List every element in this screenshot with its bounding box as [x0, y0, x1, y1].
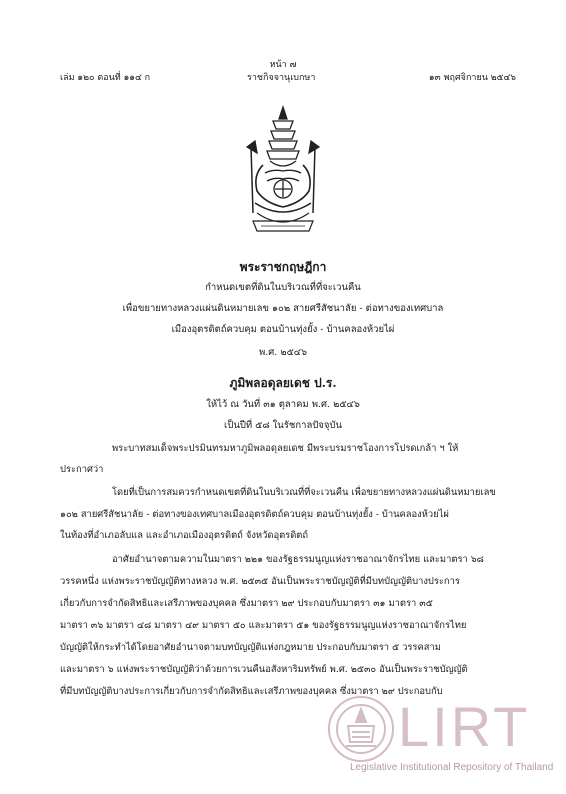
volume-issue: เล่ม ๑๒๐ ตอนที่ ๑๑๔ ก [60, 73, 151, 83]
decree-subtitle-3: เมืองอุตรดิตถ์ควบคุม ตอนบ้านทุ่งยั้ง - บ้านคลองห้วยไผ่ [171, 324, 395, 335]
royal-emblem-icon [243, 103, 323, 251]
paragraph-line: มาตรา ๓๖ มาตรา ๔๘ มาตรา ๔๙ มาตรา ๕๐ และมาตรา ๕๑ ของรัฐธรรมนูญแห่งราชอาณาจักรไทย [60, 620, 467, 631]
parliament-seal-icon [326, 692, 396, 766]
decree-year: พ.ศ. ๒๕๔๖ [258, 347, 308, 358]
decree-subtitle-1: กำหนดเขตที่ดินในบริเวณที่ที่จะเวนคืน [205, 282, 361, 293]
paragraph-line: เกี่ยวกับการจำกัดสิทธิและเสรีภาพของบุคคล ซึ่งมาตรา ๒๙ ประกอบกับมาตรา ๓๑ มาตรา ๓๕ [60, 598, 433, 609]
paragraph-line: ๑๐๒ สายศรีสัชนาลัย - ต่อทางของเทศบาลเมืองอุตรดิตถ์ควบคุม ตอนบ้านทุ่งยั้ง - บ้านคลองห้วยไผ่ [60, 509, 449, 520]
given-date: ให้ไว้ ณ วันที่ ๓๑ ตุลาคม พ.ศ. ๒๕๔๖ [206, 399, 360, 410]
paragraph-line: โดยที่เป็นการสมควรกำหนดเขตที่ดินในบริเวณที่ที่จะเวนคืน เพื่อขยายทางหลวงแผ่นดินหมายเลข [112, 487, 496, 498]
paragraph-line: ที่มีบทบัญญัติบางประการเกี่ยวกับการจำกัดสิทธิและเสรีภาพของบุคคล ซึ่งมาตรา ๒๙ ประกอบกับ [60, 686, 443, 697]
page-number: หน้า ๗ [269, 60, 297, 70]
gazette-header [60, 70, 516, 82]
gazette-name: ราชกิจจานุเบกษา [247, 73, 316, 83]
paragraph-line: วรรคหนึ่ง แห่งพระราชบัญญัติทางหลวง พ.ศ. ๒๕๓๕ อันเป็นพระราชบัญญัติที่มีบทบัญญัติบางประการ [60, 576, 460, 587]
paragraph-line: บัญญัติให้กระทำได้โดยอาศัยอำนาจตามบทบัญญัติแห่งกฎหมาย ประกอบกับมาตรา ๕ วรรคสาม [60, 642, 441, 653]
gazette-date: ๑๓ พฤศจิกายน ๒๕๔๖ [428, 73, 516, 83]
paragraph-line: อาศัยอำนาจตามความในมาตรา ๒๒๑ ของรัฐธรรมนูญแห่งราชอาณาจักรไทย และมาตรา ๖๘ [112, 554, 484, 565]
watermark-caption: Legislative Institutional Repository of Thailand [350, 762, 554, 773]
decree-subtitle-2: เพื่อขยายทางหลวงแผ่นดินหมายเลข ๑๐๒ สายศรีสัชนาลัย - ต่อทางของเทศบาล [122, 303, 444, 314]
paragraph-line: ในท้องที่อำเภอลับแล และอำเภอเมืองอุตรดิตถ์ จังหวัดอุตรดิตถ์ [60, 530, 309, 541]
paragraph-line: พระบาทสมเด็จพระปรมินทรมหาภูมิพลอดุลยเดช มีพระบรมราชโองการโปรดเกล้า ฯ ให้ [112, 443, 459, 454]
decree-title: พระราชกฤษฎีกา [239, 260, 327, 274]
paragraph-line: ประกาศว่า [60, 464, 104, 475]
paragraph-line: และมาตรา ๖ แห่งพระราชบัญญัติว่าด้วยการเวนคืนอสังหาริมทรัพย์ พ.ศ. ๒๕๓๐ อันเป็นพระราชบัญญัติ [60, 664, 468, 675]
king-signature: ภูมิพลอดุลยเดช ป.ร. [229, 376, 337, 390]
watermark-text: LIRT [398, 695, 531, 758]
reign-year: เป็นปีที่ ๕๘ ในรัชกาลปัจจุบัน [224, 420, 342, 431]
